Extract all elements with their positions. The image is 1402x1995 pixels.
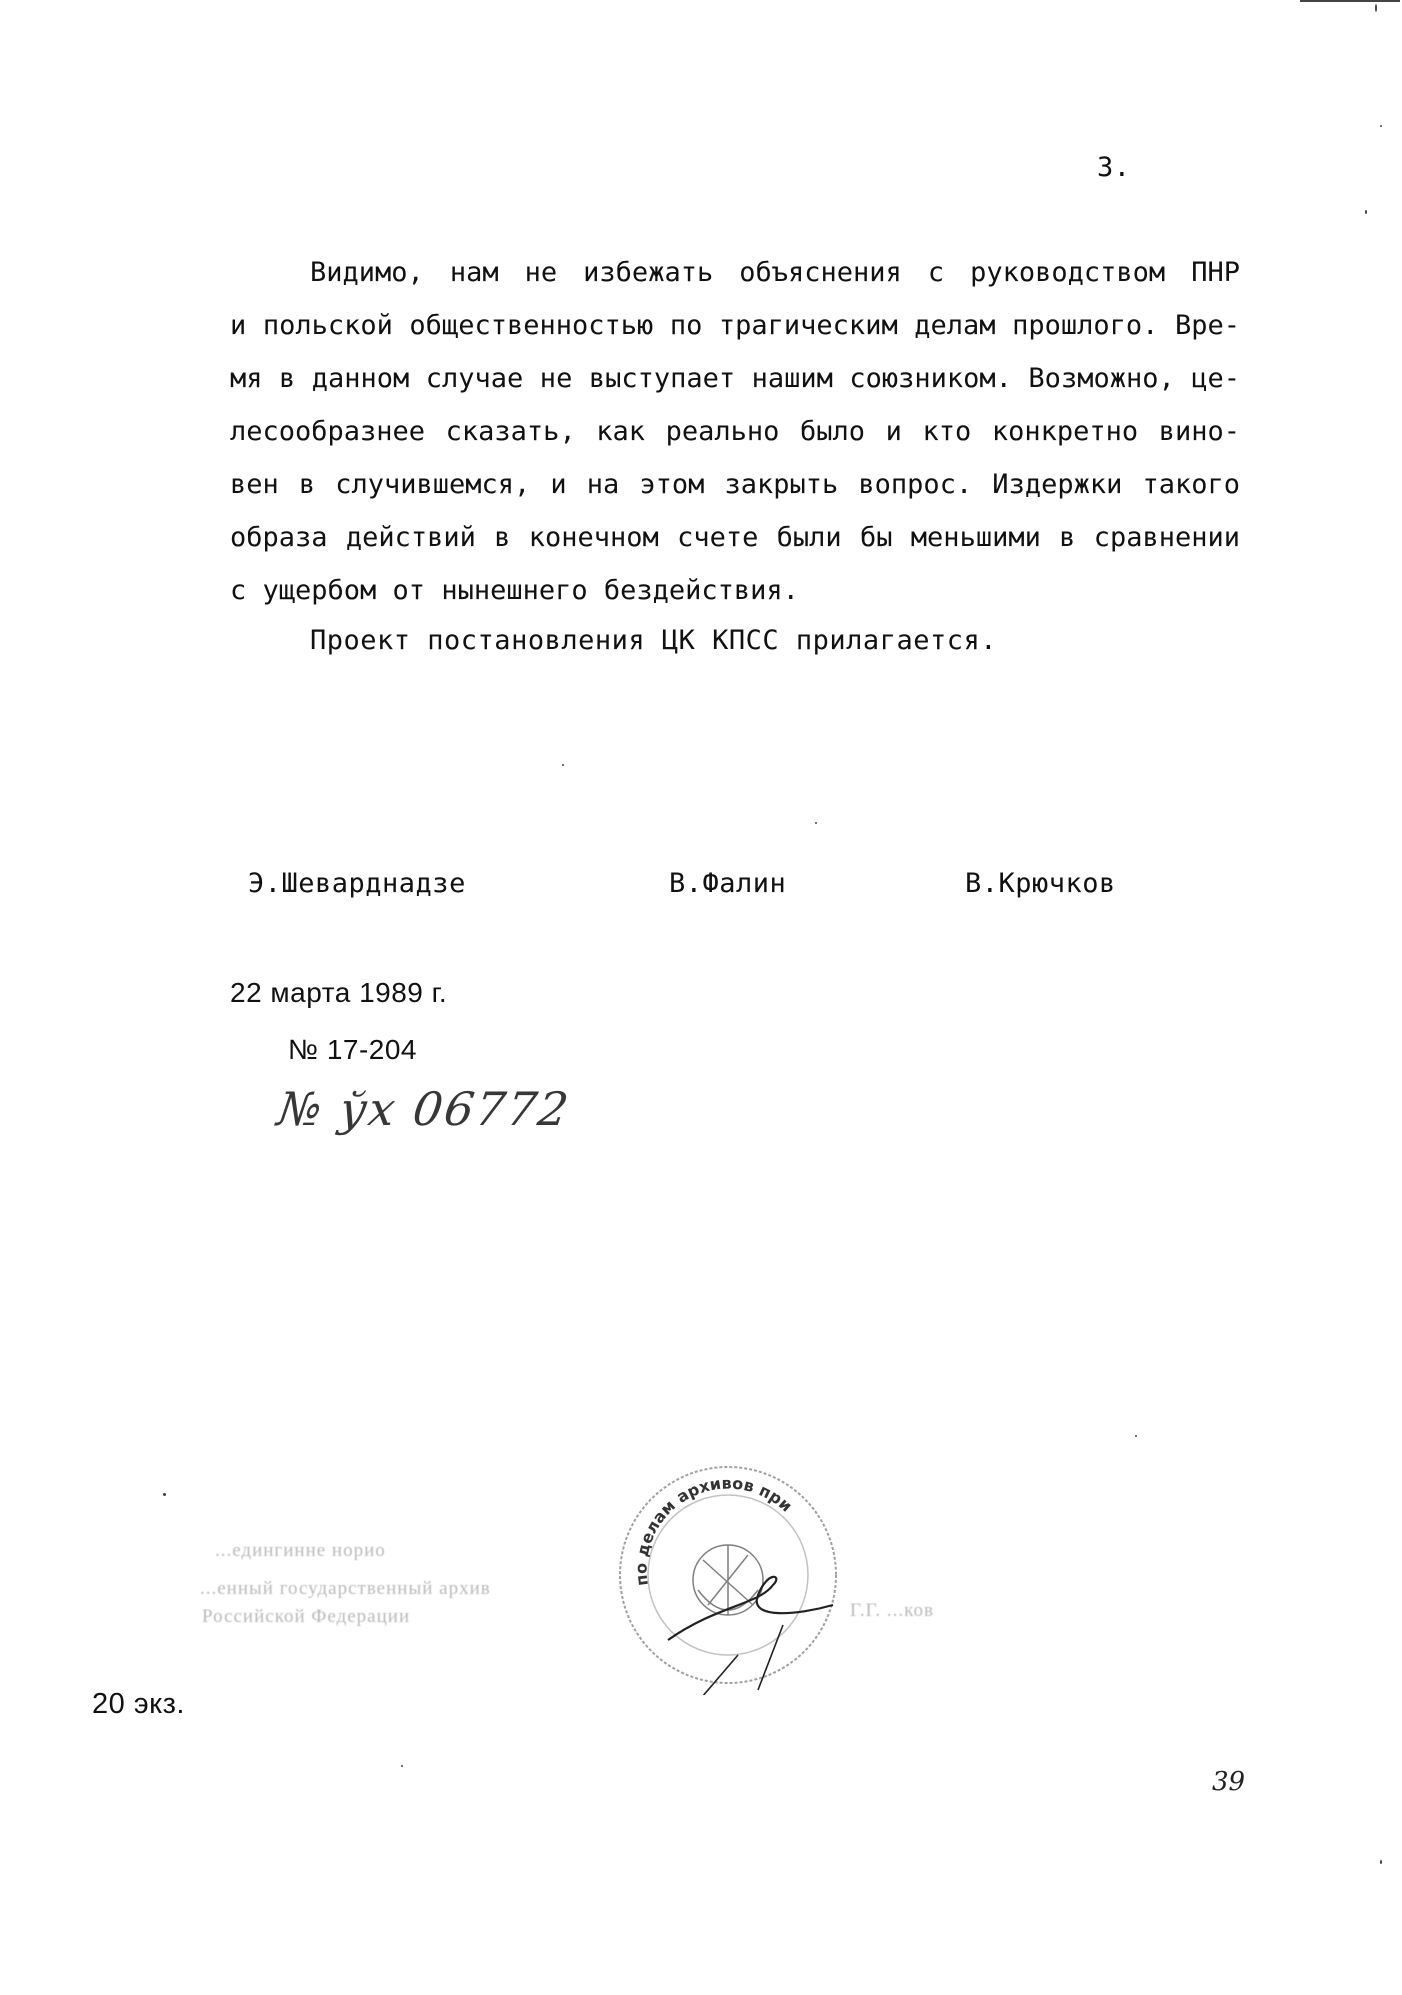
paragraph-line: Видимо, нам не избежать объяснения с руководством ПНР xyxy=(310,257,1240,288)
paragraph-line: лесообразнее сказать, как реально было и кто конкретно вино- xyxy=(230,416,1240,447)
paragraph-line: с ущербом от нынешнего бездействия. xyxy=(230,575,799,606)
certifier-name: Г.Г. ...ков xyxy=(850,1600,934,1621)
stamp-text: по делам архивов при xyxy=(631,1473,796,1587)
scan-speck xyxy=(1380,125,1382,127)
paragraph-line: и польской общественностью по трагическим делам прошлого. Вре- xyxy=(230,310,1240,341)
main-paragraph xyxy=(230,246,1240,617)
scan-speck xyxy=(815,822,817,824)
handwritten-corner-number: 39 xyxy=(1212,1767,1246,1797)
signatory-falin: В.Фалин xyxy=(669,868,787,899)
scan-speck xyxy=(401,1765,403,1767)
archive-stamp-icon xyxy=(608,1455,848,1695)
paragraph-line: образа действий в конечном счете были бы меньшими в сравнении xyxy=(230,522,1240,553)
scan-edge-line xyxy=(1300,0,1400,2)
scan-speck xyxy=(1380,1860,1382,1864)
signatory-kryuchkov: В.Крючков xyxy=(965,868,1116,899)
copies-count: 20 экз. xyxy=(92,1688,185,1720)
closing-sentence: Проект постановления ЦК КПСС прилагается. xyxy=(310,625,997,656)
scan-speck xyxy=(562,764,564,766)
paragraph-line: мя в данном случае не выступает нашим союзником. Возможно, це- xyxy=(230,363,1240,394)
scan-speck xyxy=(163,1493,166,1496)
certification-line: Российской Федерации xyxy=(202,1606,411,1627)
scan-speck xyxy=(1375,4,1377,12)
scan-speck xyxy=(1135,1435,1137,1437)
certification-line: ...едингинне норио xyxy=(215,1540,386,1561)
paragraph-line: вен в случившемся, и на этом закрыть вопрос. Издержки такого xyxy=(230,469,1240,500)
handwritten-number: № ўх 06772 xyxy=(274,1082,574,1136)
page-number: 3. xyxy=(1097,152,1131,183)
certification-line: ...енный государственный архив xyxy=(200,1578,491,1599)
document-date: 22 марта 1989 г. xyxy=(230,977,448,1008)
registration-number: № 17-204 xyxy=(288,1034,418,1065)
scan-speck xyxy=(1365,210,1367,214)
signatory-shevardnadze: Э.Шеварднадзе xyxy=(248,868,466,899)
